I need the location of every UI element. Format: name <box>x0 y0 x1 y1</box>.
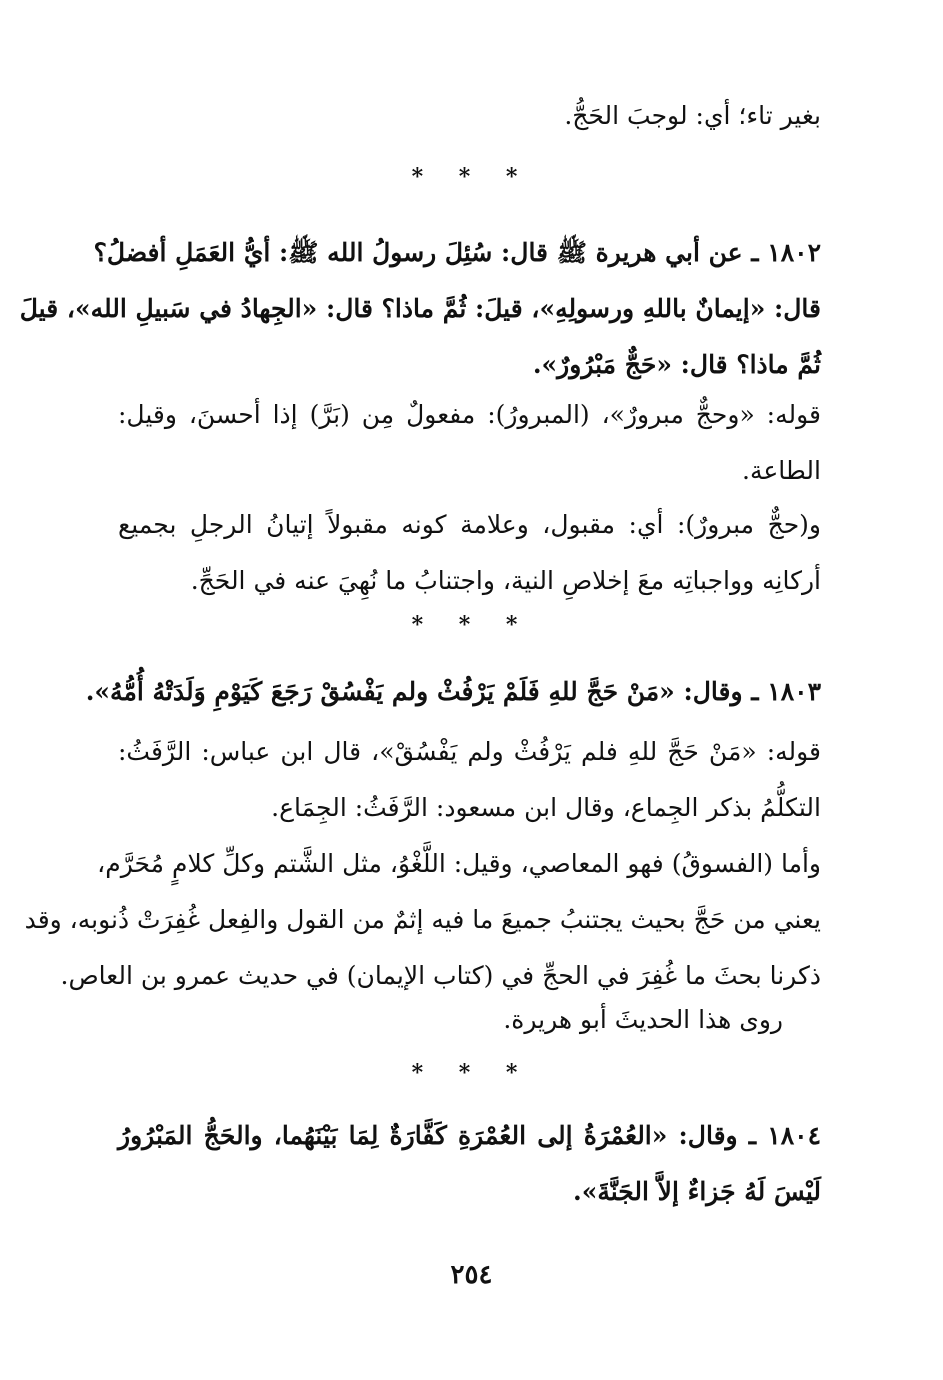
text-line: قوله: «وحجٌّ مبرورٌ»، (المبرورُ): مفعولٌ مِن (بَرَّ) إذا أحسنَ، وقيل: <box>118 400 821 429</box>
text-line: و(حجٌّ مبرورٌ): أي: مقبول، وعلامة كونه مقبولاً إتيانُ الرجلِ بجميع <box>118 510 821 539</box>
text-line: التكلُّمُ بذكر الجِماع، وقال ابن مسعود: الرَّفَثُ: الجِمَاع. <box>271 793 821 822</box>
hadith-line: قال: «إيمانٌ باللهِ ورسولِهِ»، قيلَ: ثُمَّ ماذا؟ قال: «الجِهادُ في سَبيلِ الله»، قيلَ <box>19 294 821 323</box>
text-line: أركانِه وواجباتِه معَ إخلاصِ النية، واجتنابُ ما نُهِيَ عنه في الحَجِّ. <box>190 566 821 595</box>
hadith-1802 <box>19 225 821 393</box>
hadith-line: لَيْسَ لَهُ جَزاءٌ إلاَّ الجَنَّةَ». <box>573 1177 821 1206</box>
page-number: ٢٥٤ <box>450 1260 493 1290</box>
hadith-1803 <box>85 664 821 720</box>
text-line: بغير تاء؛ أي: لوجبَ الحَجُّ. <box>564 101 821 130</box>
commentary-1803-b <box>24 836 821 1004</box>
section-separator: * * * <box>411 164 532 190</box>
commentary-1803-a <box>118 724 821 836</box>
text-line: قوله: «مَنْ حَجَّ للهِ فلم يَرْفُثْ ولم يَفْسُقْ»، قال ابن عباس: الرَّفَثُ: <box>118 737 821 766</box>
narrator-note <box>118 992 821 1048</box>
text-line: الطاعة. <box>742 456 821 485</box>
section-separator: * * * <box>411 1060 532 1086</box>
hadith-line: ١٨٠٣ ـ وقال: «مَنْ حَجَّ للهِ فَلَمْ يَرْفُثْ ولم يَفْسُقْ رَجَعَ كَيَوْمِ وَلَدَتْهُ أُمُّهُ». <box>85 677 821 706</box>
text-line: وأما (الفسوقُ) فهو المعاصي، وقيل: اللَّغْوُ، مثل الشَّتم وكلِّ كلامٍ مُحَرَّم، <box>97 849 821 878</box>
hadith-line: ١٨٠٢ ـ عن أبي هريرة ﷺ قال: سُئِلَ رسولُ الله ﷺ: أيُّ العَمَلِ أفضلُ؟ <box>93 238 821 267</box>
text-line: روى هذا الحديثَ أبو هريرة. <box>503 1005 783 1034</box>
section-separator: * * * <box>411 612 532 638</box>
hadith-line: ثُمَّ ماذا؟ قال: «حَجٌّ مَبْرُورٌ». <box>532 350 821 379</box>
continuation-paragraph <box>118 88 821 144</box>
hadith-1804 <box>118 1108 821 1220</box>
text-line: يعني من حَجَّ بحيث يجتنبُ جميعَ ما فيه إثمٌ من القول والفِعل غُفِرَتْ ذُنوبه، وقد <box>24 905 821 934</box>
text-line: ذكرنا بحثَ ما غُفِرَ في الحجِّ في (كتاب الإيمان) في حديث عمرو بن العاص. <box>60 961 821 990</box>
commentary-1802-a <box>118 387 821 499</box>
commentary-1802-b <box>118 497 821 609</box>
hadith-line: ١٨٠٤ ـ وقال: «العُمْرَةُ إلى العُمْرَةِ كَفَّارَةٌ لِمَا بَيْنَهُما، والحَجُّ المَبْرُورُ <box>118 1121 821 1150</box>
